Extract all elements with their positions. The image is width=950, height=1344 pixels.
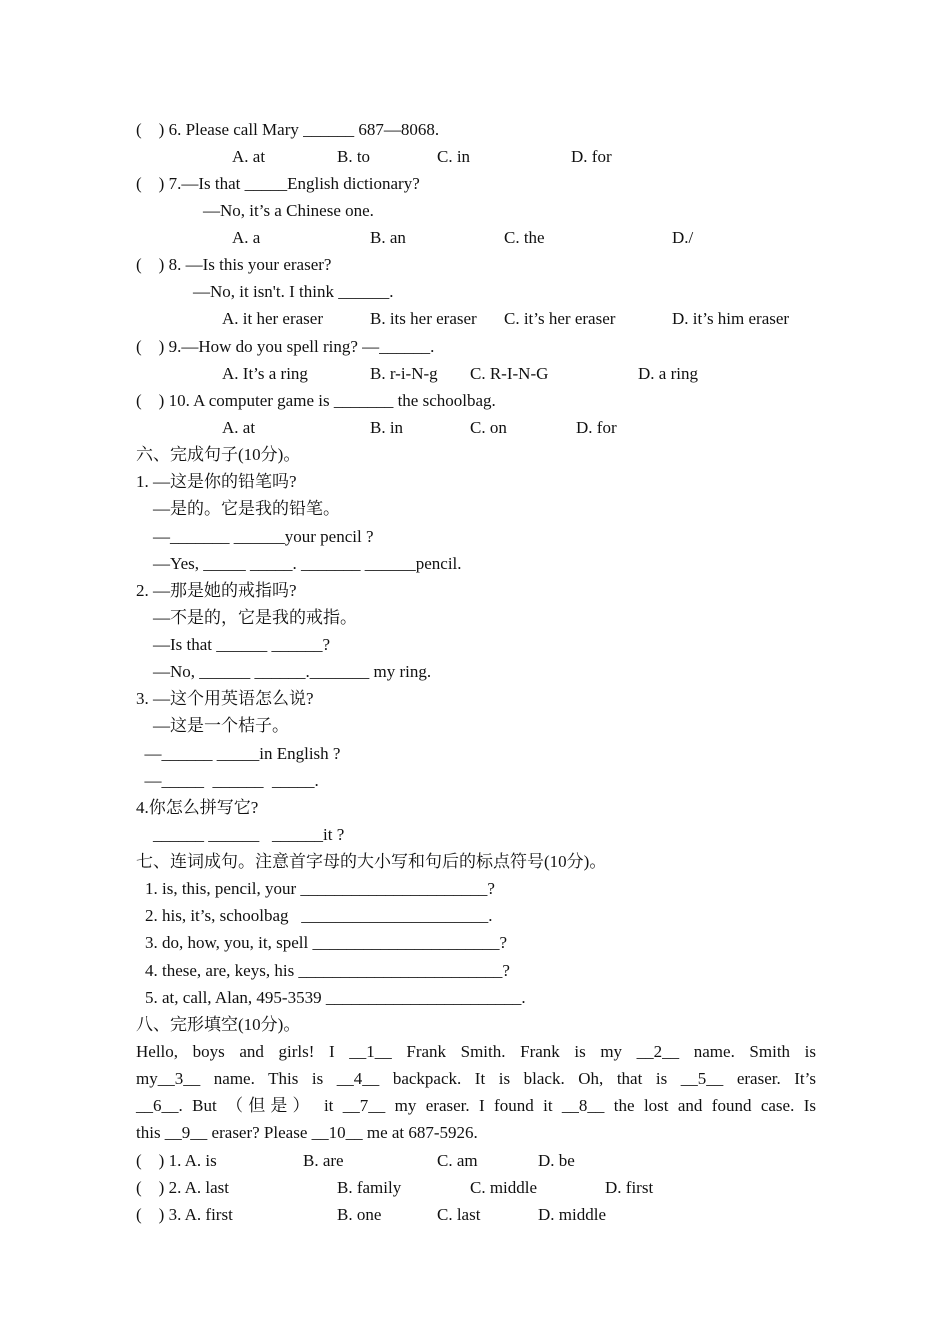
question-10-option-b: B. in xyxy=(370,418,404,437)
question-9-option-a: A. It’s a ring xyxy=(222,364,308,383)
cloze-question-3-stem: ( ) 3. A. first xyxy=(136,1205,233,1224)
section-6-line: ______ ______ ______it ? xyxy=(136,825,345,844)
cloze-question-2-stem: ( ) 2. A. last xyxy=(136,1178,230,1197)
cloze-question-1-option-c: C. am xyxy=(437,1151,478,1170)
question-10-stem: ( ) 10. A computer game is _______ the schoolbag. xyxy=(136,391,496,410)
section-6-line: 3. —这个用英语怎么说? xyxy=(136,689,314,708)
passage-line: Hello, boys and girls! I __1__ Frank Smith. Frank is my __2__ name. Smith is xyxy=(136,1042,816,1061)
cloze-question-3-option-d: D. middle xyxy=(538,1205,606,1224)
question-8-reply: —No, it isn't. I think ______. xyxy=(193,282,394,301)
section-6-line: —Is that ______ ______? xyxy=(136,635,331,654)
question-7-option-c: C. the xyxy=(504,228,545,247)
question-6-option-d: D. for xyxy=(571,147,612,166)
cloze-question-3-option-b: B. one xyxy=(337,1205,382,1224)
section-6-line: —_______ ______your pencil ? xyxy=(136,527,374,546)
passage-line: this __9__ eraser? Please __10__ me at 687-5926. xyxy=(136,1123,478,1142)
section-6-line: 4.你怎么拼写它? xyxy=(136,798,259,817)
passage-line: my__3__ name. This is __4__ backpack. It is black. Oh, that is __5__ eraser. It’s xyxy=(136,1069,816,1088)
section-6-line: —这是一个桔子。 xyxy=(136,716,289,735)
question-8-option-c: C. it’s her eraser xyxy=(504,309,616,328)
question-7-option-b: B. an xyxy=(370,228,406,247)
section-8-heading: 八、完形填空(10分)。 xyxy=(136,1015,301,1034)
section-6-line: —______ _____in English ? xyxy=(136,744,341,763)
question-6-option-b: B. to xyxy=(337,147,371,166)
question-9-option-d: D. a ring xyxy=(638,364,698,383)
section-6-line: —No, ______ ______._______ my ring. xyxy=(136,662,432,681)
question-7-option-d: D./ xyxy=(672,228,694,247)
question-8-stem: ( ) 8. —Is this your eraser? xyxy=(136,255,332,274)
question-6-option-a: A. at xyxy=(232,147,266,166)
section-7-line: 5. at, call, Alan, 495-3539 _______________________. xyxy=(145,988,526,1007)
cloze-question-1-option-d: D. be xyxy=(538,1151,575,1170)
cloze-question-2-option-b: B. family xyxy=(337,1178,402,1197)
section-7-line: 3. do, how, you, it, spell ______________________? xyxy=(145,933,508,952)
cloze-question-3-option-c: C. last xyxy=(437,1205,481,1224)
section-6-heading: 六、完成句子(10分)。 xyxy=(136,445,301,464)
question-8-option-d: D. it’s him eraser xyxy=(672,309,790,328)
section-7-heading: 七、连词成句。注意首字母的大小写和句后的标点符号(10分)。 xyxy=(136,852,607,871)
question-10-option-a: A. at xyxy=(222,418,256,437)
question-8-option-b: B. its her eraser xyxy=(370,309,477,328)
section-6-line: 1. —这是你的铅笔吗? xyxy=(136,472,297,491)
question-6-option-c: C. in xyxy=(437,147,471,166)
section-6-line: —是的。它是我的铅笔。 xyxy=(136,499,340,518)
question-6-stem: ( ) 6. Please call Mary ______ 687—8068. xyxy=(136,120,440,139)
question-10-option-c: C. on xyxy=(470,418,507,437)
question-9-stem: ( ) 9.—How do you spell ring? —______. xyxy=(136,337,435,356)
section-7-line: 1. is, this, pencil, your ______________________? xyxy=(145,879,495,898)
section-6-line: 2. —那是她的戒指吗? xyxy=(136,581,297,600)
section-6-line: —Yes, _____ _____. _______ ______pencil. xyxy=(136,554,462,573)
question-7-reply: —No, it’s a Chinese one. xyxy=(203,201,374,220)
section-6-line: —_____ ______ _____. xyxy=(136,771,319,790)
cloze-question-1-stem: ( ) 1. A. is xyxy=(136,1151,217,1170)
question-7-stem: ( ) 7.—Is that _____English dictionary? xyxy=(136,174,420,193)
section-7-line: 2. his, it’s, schoolbag ______________________. xyxy=(145,906,493,925)
passage-line: __6__. But （但是） it __7__ my eraser. I found it __8__ the lost and found case. Is xyxy=(136,1096,816,1115)
question-8-option-a: A. it her eraser xyxy=(222,309,324,328)
question-9-option-b: B. r-i-N-g xyxy=(370,364,438,383)
question-7-option-a: A. a xyxy=(232,228,261,247)
cloze-question-1-option-b: B. are xyxy=(303,1151,344,1170)
question-10-option-d: D. for xyxy=(576,418,617,437)
cloze-question-2-option-d: D. first xyxy=(605,1178,654,1197)
cloze-question-2-option-c: C. middle xyxy=(470,1178,538,1197)
question-9-option-c: C. R-I-N-G xyxy=(470,364,549,383)
section-7-line: 4. these, are, keys, his ________________________? xyxy=(145,961,510,980)
section-6-line: —不是的，它是我的戒指。 xyxy=(136,608,357,627)
